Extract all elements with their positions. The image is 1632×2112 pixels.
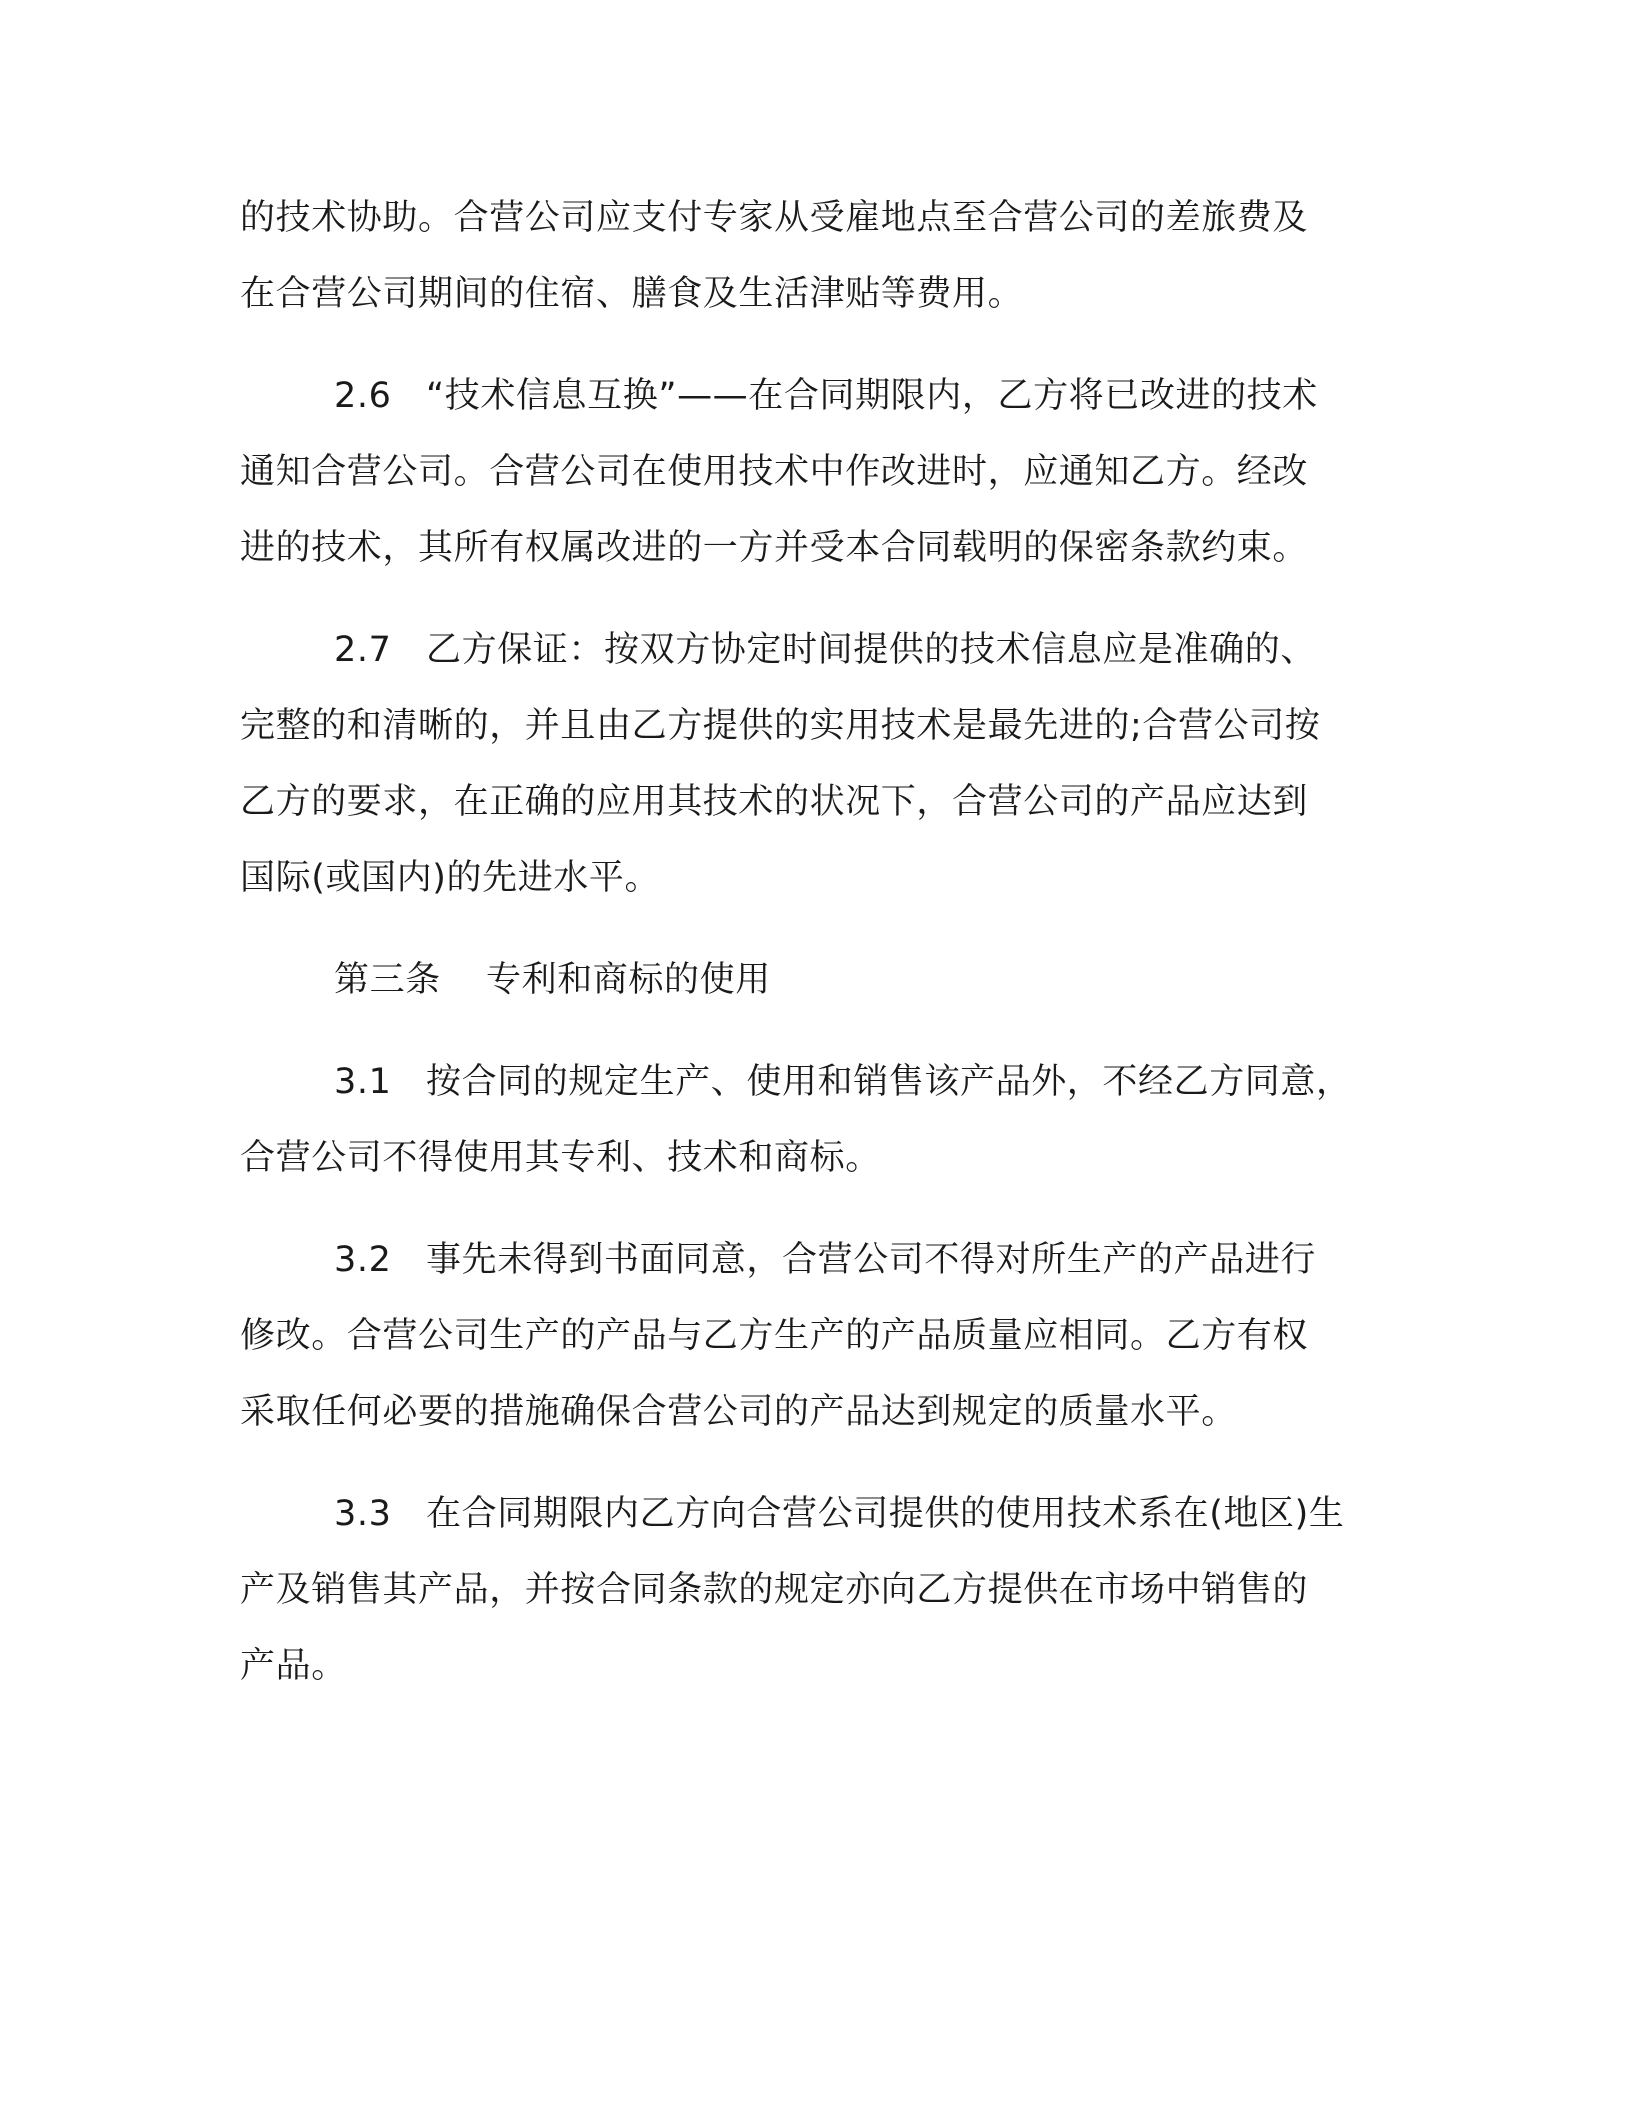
clause-2-7-first-line <box>334 628 1316 672</box>
paragraph-line: 通知合营公司。合营公司在使用技术中作改进时，应通知乙方。经改 <box>240 452 1309 492</box>
paragraph-line: 的技术协助。合营公司应支付专家从受雇地点至合营公司的差旅费及 <box>240 198 1309 238</box>
paragraph-line: 产品。 <box>240 1646 347 1686</box>
clause-text: 事先未得到书面同意，合营公司不得对所生产的产品进行 <box>426 1240 1317 1280</box>
clause-number: 3.3 <box>334 1494 392 1534</box>
clause-text: 在合同期限内乙方向合营公司提供的使用技术系在(地区)生 <box>426 1494 1345 1534</box>
paragraph-line: 修改。合营公司生产的产品与乙方生产的产品质量应相同。乙方有权 <box>240 1316 1309 1356</box>
paragraph-line: 合营公司不得使用其专利、技术和商标。 <box>240 1138 881 1178</box>
clause-3-3-first-line <box>334 1492 1345 1536</box>
paragraph-line: 采取任何必要的措施确保合营公司的产品达到规定的质量水平。 <box>240 1392 1237 1432</box>
paragraph-line: 国际(或国内)的先进水平。 <box>240 858 661 898</box>
paragraph-line: 产及销售其产品，并按合同条款的规定亦向乙方提供在市场中销售的 <box>240 1570 1309 1610</box>
article-heading <box>334 958 771 1002</box>
clause-number: 2.6 <box>334 376 392 416</box>
clause-text: 乙方保证：按双方协定时间提供的技术信息应是准确的、 <box>426 630 1317 670</box>
clause-3-2-first-line <box>334 1238 1316 1282</box>
clause-2-6-first-line <box>334 374 1318 418</box>
clause-number: 3.1 <box>334 1062 392 1102</box>
paragraph-line: 乙方的要求，在正确的应用其技术的状况下，合营公司的产品应达到 <box>240 782 1309 822</box>
clause-number: 2.7 <box>334 630 392 670</box>
paragraph-line: 进的技术，其所有权属改进的一方并受本合同载明的保密条款约束。 <box>240 528 1309 568</box>
article-title: 专利和商标的使用 <box>486 960 771 1000</box>
paragraph-line: 在合营公司期间的住宿、膳食及生活津贴等费用。 <box>240 274 1024 314</box>
article-number: 第三条 <box>334 960 441 1000</box>
paragraph-line: 完整的和清晰的，并且由乙方提供的实用技术是最先进的;合营公司按 <box>240 706 1321 746</box>
clause-text: “技术信息互换”——在合同期限内，乙方将已改进的技术 <box>426 376 1318 416</box>
clause-number: 3.2 <box>334 1240 392 1280</box>
clause-3-1-first-line <box>334 1060 1352 1104</box>
clause-text: 按合同的规定生产、使用和销售该产品外，不经乙方同意， <box>426 1062 1352 1102</box>
